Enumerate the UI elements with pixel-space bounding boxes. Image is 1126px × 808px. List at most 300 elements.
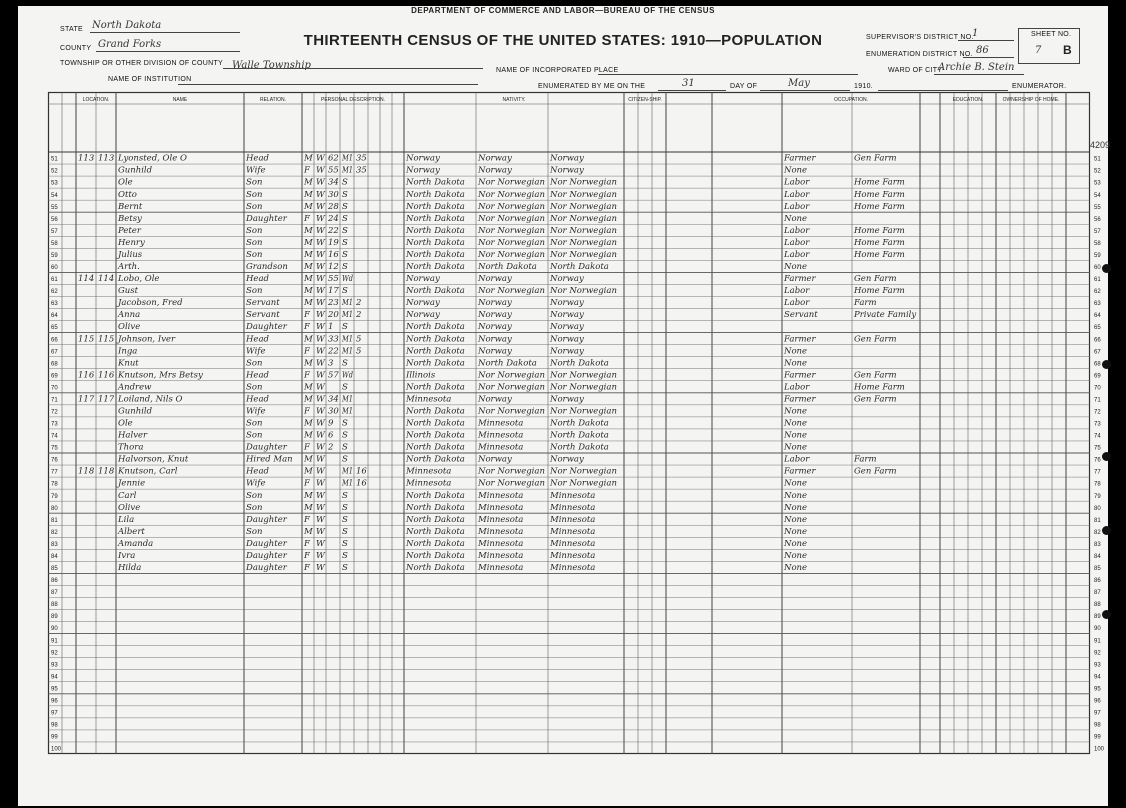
cell-ms: S [342,237,348,248]
row-number-right: 69 [1094,373,1101,380]
row-number-right: 91 [1094,638,1101,645]
cell-sex: F [304,442,310,453]
cell-age: 6 [328,430,334,441]
cell-rel: Son [246,249,263,260]
county-underline [96,51,240,52]
cell-ind: Gen Farm [854,394,897,405]
institution-label: NAME OF INSTITUTION [108,76,192,83]
cell-bp: Norway [406,165,440,176]
cell-fbp: Norway [478,153,512,164]
cell-yrs: 2 [356,298,362,309]
cell-age: 22 [328,225,339,236]
cell-sex: M [304,298,313,309]
cell-sex: M [304,201,313,212]
row-number-left: 60 [51,265,58,272]
cell-rel: Hired Man [246,454,293,465]
cell-race: W [316,454,325,465]
cell-occ: Farmer [784,153,816,164]
cell-mbp: Norway [550,298,584,309]
cell-rel: Head [246,334,269,345]
cell-occ: Labor [784,382,810,393]
cell-ind: Gen Farm [854,274,897,285]
row-number-left: 79 [51,493,58,500]
cell-race: W [316,394,325,405]
cell-ms: S [342,418,348,429]
cell-bp: North Dakota [406,189,465,200]
cell-sex: M [304,286,313,297]
cell-yrs: 35 [356,165,367,176]
cell-bp: North Dakota [406,490,465,501]
cell-mbp: Nor Norwegian [550,201,617,212]
cell-ms: Wd [342,274,354,285]
row-number-left: 56 [51,216,58,223]
cell-age: 28 [328,201,339,212]
cell-fbp: Minnesota [478,418,524,429]
cell-mbp: Nor Norwegian [550,237,617,248]
cell-rel: Son [246,358,263,369]
cell-fbp: Minnesota [478,442,524,453]
cell-rel: Grandson [246,262,288,273]
ward-label: WARD OF CITY [888,67,943,74]
cell-race: W [316,189,325,200]
cell-name: Gust [118,286,139,297]
cell-fbp: Nor Norwegian [478,478,545,489]
ward-underline [934,74,1024,75]
cell-mbp: Nor Norwegian [550,225,617,236]
institution-underline [178,84,478,85]
supervisor-label: SUPERVISOR'S DISTRICT NO. [866,34,974,41]
enumeration-underline [963,57,1014,58]
cell-ms: S [342,526,348,537]
row-number-left: 66 [51,337,58,344]
row-number-right: 56 [1094,216,1101,223]
cell-sex: M [304,526,313,537]
row-number-right: 59 [1094,252,1101,259]
enumerated-day-underline [658,90,726,91]
cell-ind: Home Farm [854,177,905,188]
row-number-right: 82 [1094,529,1101,536]
cell-ms: S [342,177,348,188]
cell-bp: North Dakota [406,286,465,297]
cell-mbp: Minnesota [550,550,596,561]
cell-mbp: Norway [550,394,584,405]
cell-rel: Son [246,177,263,188]
cell-fbp: North Dakota [478,262,537,273]
sheet-value: 7 [1035,45,1042,56]
cell-sex: M [304,237,313,248]
cell-name: Arth. [118,262,140,273]
row-number-left: 57 [51,228,58,235]
cell-ind: Gen Farm [854,153,897,164]
cell-fbp: Norway [478,394,512,405]
incorporated-underline [598,74,858,75]
cell-bp: North Dakota [406,454,465,465]
cell-name: Lila [118,514,135,525]
cell-occ: None [784,213,808,224]
cell-race: W [316,550,325,561]
row-number-right: 83 [1094,541,1101,548]
cell-occ: Farmer [784,370,816,381]
row-number-left: 81 [51,517,58,524]
cell-bp: North Dakota [406,225,465,236]
row-number-left: 97 [51,710,58,717]
cell-fbp: Nor Norwegian [478,382,545,393]
cell-ind: Home Farm [854,382,905,393]
cell-ms: Wd [342,370,354,381]
column-group-heading: OCCUPATION. [834,97,868,103]
cell-age: 55 [328,165,339,176]
row-number-left: 91 [51,638,58,645]
year-label: 1910. [854,83,874,90]
row-number-left: 74 [51,433,58,440]
cell-bp: North Dakota [406,201,465,212]
column-group-heading: NATIVITY. [502,97,526,103]
cell-sex: M [304,249,313,260]
cell-ms: S [342,358,348,369]
row-number-right: 70 [1094,385,1101,392]
cell-mbp: Nor Norwegian [550,189,617,200]
cell-name: Olive [118,502,141,513]
row-number-right: 93 [1094,662,1101,669]
cell-rel: Wife [246,406,266,417]
cell-rel: Son [246,526,263,537]
cell-bp: North Dakota [406,538,465,549]
cell-fbp: Norway [478,454,512,465]
cell-mbp: Minnesota [550,502,596,513]
cell-mbp: Nor Norwegian [550,370,617,381]
cell-fam: 114 [98,274,115,285]
cell-yrs: 16 [356,478,367,489]
row-number-right: 72 [1094,409,1101,416]
cell-name: Anna [118,310,141,321]
binder-hole [1102,452,1111,461]
cell-ms: S [342,201,348,212]
cell-ms: S [342,249,348,260]
cell-mbp: Norway [550,322,584,333]
row-number-left: 77 [51,469,58,476]
cell-mbp: Norway [550,274,584,285]
cell-ms: S [342,225,348,236]
cell-fbp: Nor Norwegian [478,225,545,236]
enumerator-value: Archie B. Stein [938,62,1015,73]
row-number-left: 100 [51,746,62,753]
cell-ms: S [342,262,348,273]
cell-fbp: Norway [478,310,512,321]
cell-sex: F [304,346,310,357]
cell-bp: North Dakota [406,322,465,333]
cell-name: Amanda [118,538,154,549]
row-number-left: 76 [51,457,58,464]
cell-race: W [316,334,325,345]
cell-fam: 118 [98,466,115,477]
cell-race: W [316,418,325,429]
cell-name: Gunhild [118,165,153,176]
cell-race: W [316,490,325,501]
cell-age: 16 [328,249,339,260]
state-label: STATE [60,26,84,33]
cell-sex: F [304,563,310,574]
township-label: TOWNSHIP OR OTHER DIVISION OF COUNTY [60,60,223,67]
cell-age: 3 [328,358,334,369]
cell-ind: Home Farm [854,189,905,200]
cell-race: W [316,370,325,381]
cell-rel: Head [246,466,269,477]
row-number-left: 82 [51,529,58,536]
cell-ms: S [342,286,348,297]
cell-fbp: Nor Norwegian [478,177,545,188]
cell-race: W [316,406,325,417]
cell-yrs: 35 [356,153,367,164]
row-number-right: 68 [1094,361,1101,368]
cell-fbp: Nor Norwegian [478,249,545,260]
cell-age: 12 [328,262,339,273]
cell-occ: Labor [784,225,810,236]
cell-name: Inga [118,346,138,357]
cell-ms: S [342,550,348,561]
cell-mbp: Norway [550,310,584,321]
cell-race: W [316,538,325,549]
row-number-left: 63 [51,301,58,308]
row-number-right: 53 [1094,180,1101,187]
cell-race: W [316,322,325,333]
cell-occ: Labor [784,454,810,465]
enumeration-label: ENUMERATION DISTRICT NO. [866,51,973,58]
cell-occ: Farmer [784,394,816,405]
cell-race: W [316,153,325,164]
cell-mbp: Nor Norwegian [550,478,617,489]
cell-ind: Private Family [854,310,917,321]
cell-age: 34 [328,177,339,188]
binder-hole [1102,360,1111,369]
cell-name: Bernt [118,201,143,212]
cell-bp: North Dakota [406,526,465,537]
cell-bp: Norway [406,153,440,164]
cell-yrs: 5 [356,346,362,357]
cell-ms: M1 [341,346,353,357]
cell-ind: Home Farm [854,201,905,212]
cell-bp: North Dakota [406,177,465,188]
row-number-right: 52 [1094,168,1101,175]
cell-rel: Head [246,370,269,381]
cell-name: Knutson, Carl [118,466,178,477]
row-number-left: 99 [51,734,58,741]
cell-ms: S [342,213,348,224]
cell-ms: S [342,502,348,513]
cell-name: Ole [118,418,133,429]
cell-sex: M [304,430,313,441]
cell-age: 33 [328,334,339,345]
cell-race: W [316,563,325,574]
cell-name: Gunhild [118,406,153,417]
cell-race: W [316,225,325,236]
cell-race: W [316,358,325,369]
cell-name: Peter [118,225,141,236]
cell-age: 17 [328,286,339,297]
cell-dw: 118 [78,466,95,477]
row-number-right: 55 [1094,204,1101,211]
cell-age: 9 [328,418,334,429]
cell-bp: Minnesota [406,466,452,477]
cell-name: Lobo, Ole [118,274,160,285]
state-value: North Dakota [92,20,162,31]
row-number-left: 95 [51,686,58,693]
row-number-right: 77 [1094,469,1101,476]
row-number-left: 98 [51,722,58,729]
cell-bp: North Dakota [406,334,465,345]
enumerated-label: ENUMERATED BY ME ON THE [538,83,646,90]
cell-mbp: Norway [550,165,584,176]
cell-bp: North Dakota [406,262,465,273]
row-number-right: 88 [1094,602,1101,609]
cell-occ: Farmer [784,466,816,477]
cell-age: 55 [328,274,339,285]
column-group-heading: EDUCATION. [952,97,984,103]
cell-name: Carl [118,490,137,501]
cell-mbp: North Dakota [550,442,609,453]
cell-name: Olive [118,322,141,333]
row-number-right: 54 [1094,192,1101,199]
row-number-left: 93 [51,662,58,669]
cell-fbp: Nor Norwegian [478,237,545,248]
cell-occ: None [784,563,808,574]
cell-fbp: Minnesota [478,563,524,574]
row-number-left: 68 [51,361,58,368]
cell-fbp: Norway [478,346,512,357]
cell-fbp: Minnesota [478,538,524,549]
cell-yrs: 5 [356,334,362,345]
cell-age: 30 [328,189,339,200]
cell-occ: Farmer [784,334,816,345]
cell-race: W [316,213,325,224]
cell-occ: None [784,538,808,549]
township-underline [223,68,483,69]
cell-fbp: Norway [478,334,512,345]
column-group-heading: PERSONAL DESCRIPTION. [321,97,385,103]
cell-mbp: Nor Norwegian [550,177,617,188]
cell-rel: Daughter [246,322,287,333]
row-number-right: 96 [1094,698,1101,705]
cell-ms: S [342,442,348,453]
row-number-left: 65 [51,325,58,332]
cell-bp: Minnesota [406,394,452,405]
cell-name: Ivra [118,550,136,561]
cell-age: 20 [328,310,339,321]
cell-rel: Daughter [246,442,287,453]
cell-name: Halvorson, Knut [118,454,189,465]
cell-fam: 113 [98,153,115,164]
cell-race: W [316,514,325,525]
cell-occ: None [784,514,808,525]
cell-occ: None [784,430,808,441]
cell-rel: Daughter [246,213,287,224]
cell-mbp: Nor Norwegian [550,213,617,224]
cell-bp: North Dakota [406,550,465,561]
row-number-left: 71 [51,397,58,404]
cell-rel: Son [246,382,263,393]
row-number-right: 71 [1094,397,1101,404]
row-number-left: 55 [51,204,58,211]
row-number-left: 92 [51,650,58,657]
cell-name: Julius [118,249,143,260]
cell-sex: M [304,382,313,393]
cell-bp: North Dakota [406,382,465,393]
cell-race: W [316,201,325,212]
cell-ind: Farm [854,454,877,465]
cell-sex: F [304,478,310,489]
cell-fbp: Norway [478,274,512,285]
cell-fbp: Norway [478,322,512,333]
cell-fbp: Nor Norwegian [478,189,545,200]
cell-fbp: Nor Norwegian [478,370,545,381]
cell-mbp: Norway [550,454,584,465]
cell-age: 1 [328,322,334,333]
cell-mbp: Minnesota [550,538,596,549]
row-number-right: 60 [1094,265,1101,272]
cell-sex: M [304,454,313,465]
cell-sex: M [304,177,313,188]
row-number-left: 89 [51,614,58,621]
row-number-left: 88 [51,602,58,609]
cell-sex: M [304,418,313,429]
cell-occ: Labor [784,177,810,188]
cell-ms: S [342,490,348,501]
cell-name: Halver [118,430,148,441]
row-number-right: 75 [1094,445,1101,452]
cell-fbp: Nor Norwegian [478,213,545,224]
cell-mbp: North Dakota [550,262,609,273]
enumerated-month-underline [760,90,850,91]
column-group-heading: NAME [172,97,188,103]
sheet-letter: B [1063,43,1072,57]
row-number-right: 80 [1094,505,1101,512]
cell-race: W [316,502,325,513]
cell-mbp: Minnesota [550,526,596,537]
row-number-right: 64 [1094,313,1101,320]
cell-age: 24 [328,213,339,224]
day-of-label: DAY OF [730,83,758,90]
row-number-left: 61 [51,277,58,284]
cell-race: W [316,249,325,260]
cell-rel: Daughter [246,538,287,549]
cell-occ: None [784,406,808,417]
cell-bp: Norway [406,274,440,285]
column-group-heading: OWNERSHIP OF HOME. [1002,97,1060,103]
row-number-right: 85 [1094,566,1101,573]
cell-occ: None [784,262,808,273]
column-group-heading: RELATION. [259,97,287,103]
cell-fbp: Norway [478,298,512,309]
cell-bp: North Dakota [406,430,465,441]
cell-sex: F [304,322,310,333]
cell-mbp: Norway [550,153,584,164]
supervisor-value: 1 [972,28,979,39]
row-number-right: 84 [1094,553,1101,560]
county-value: Grand Forks [98,39,162,50]
row-number-left: 86 [51,578,58,585]
row-number-left: 69 [51,373,58,380]
row-number-left: 62 [51,289,58,296]
cell-fam: 117 [98,394,115,405]
cell-occ: None [784,526,808,537]
row-number-right: 92 [1094,650,1101,657]
row-number-left: 51 [51,156,58,163]
cell-ms: M1 [341,334,353,345]
cell-ms: M1 [341,406,353,417]
enumerator-underline [878,90,1008,91]
cell-occ: None [784,502,808,513]
cell-sex: F [304,165,310,176]
cell-rel: Son [246,225,263,236]
